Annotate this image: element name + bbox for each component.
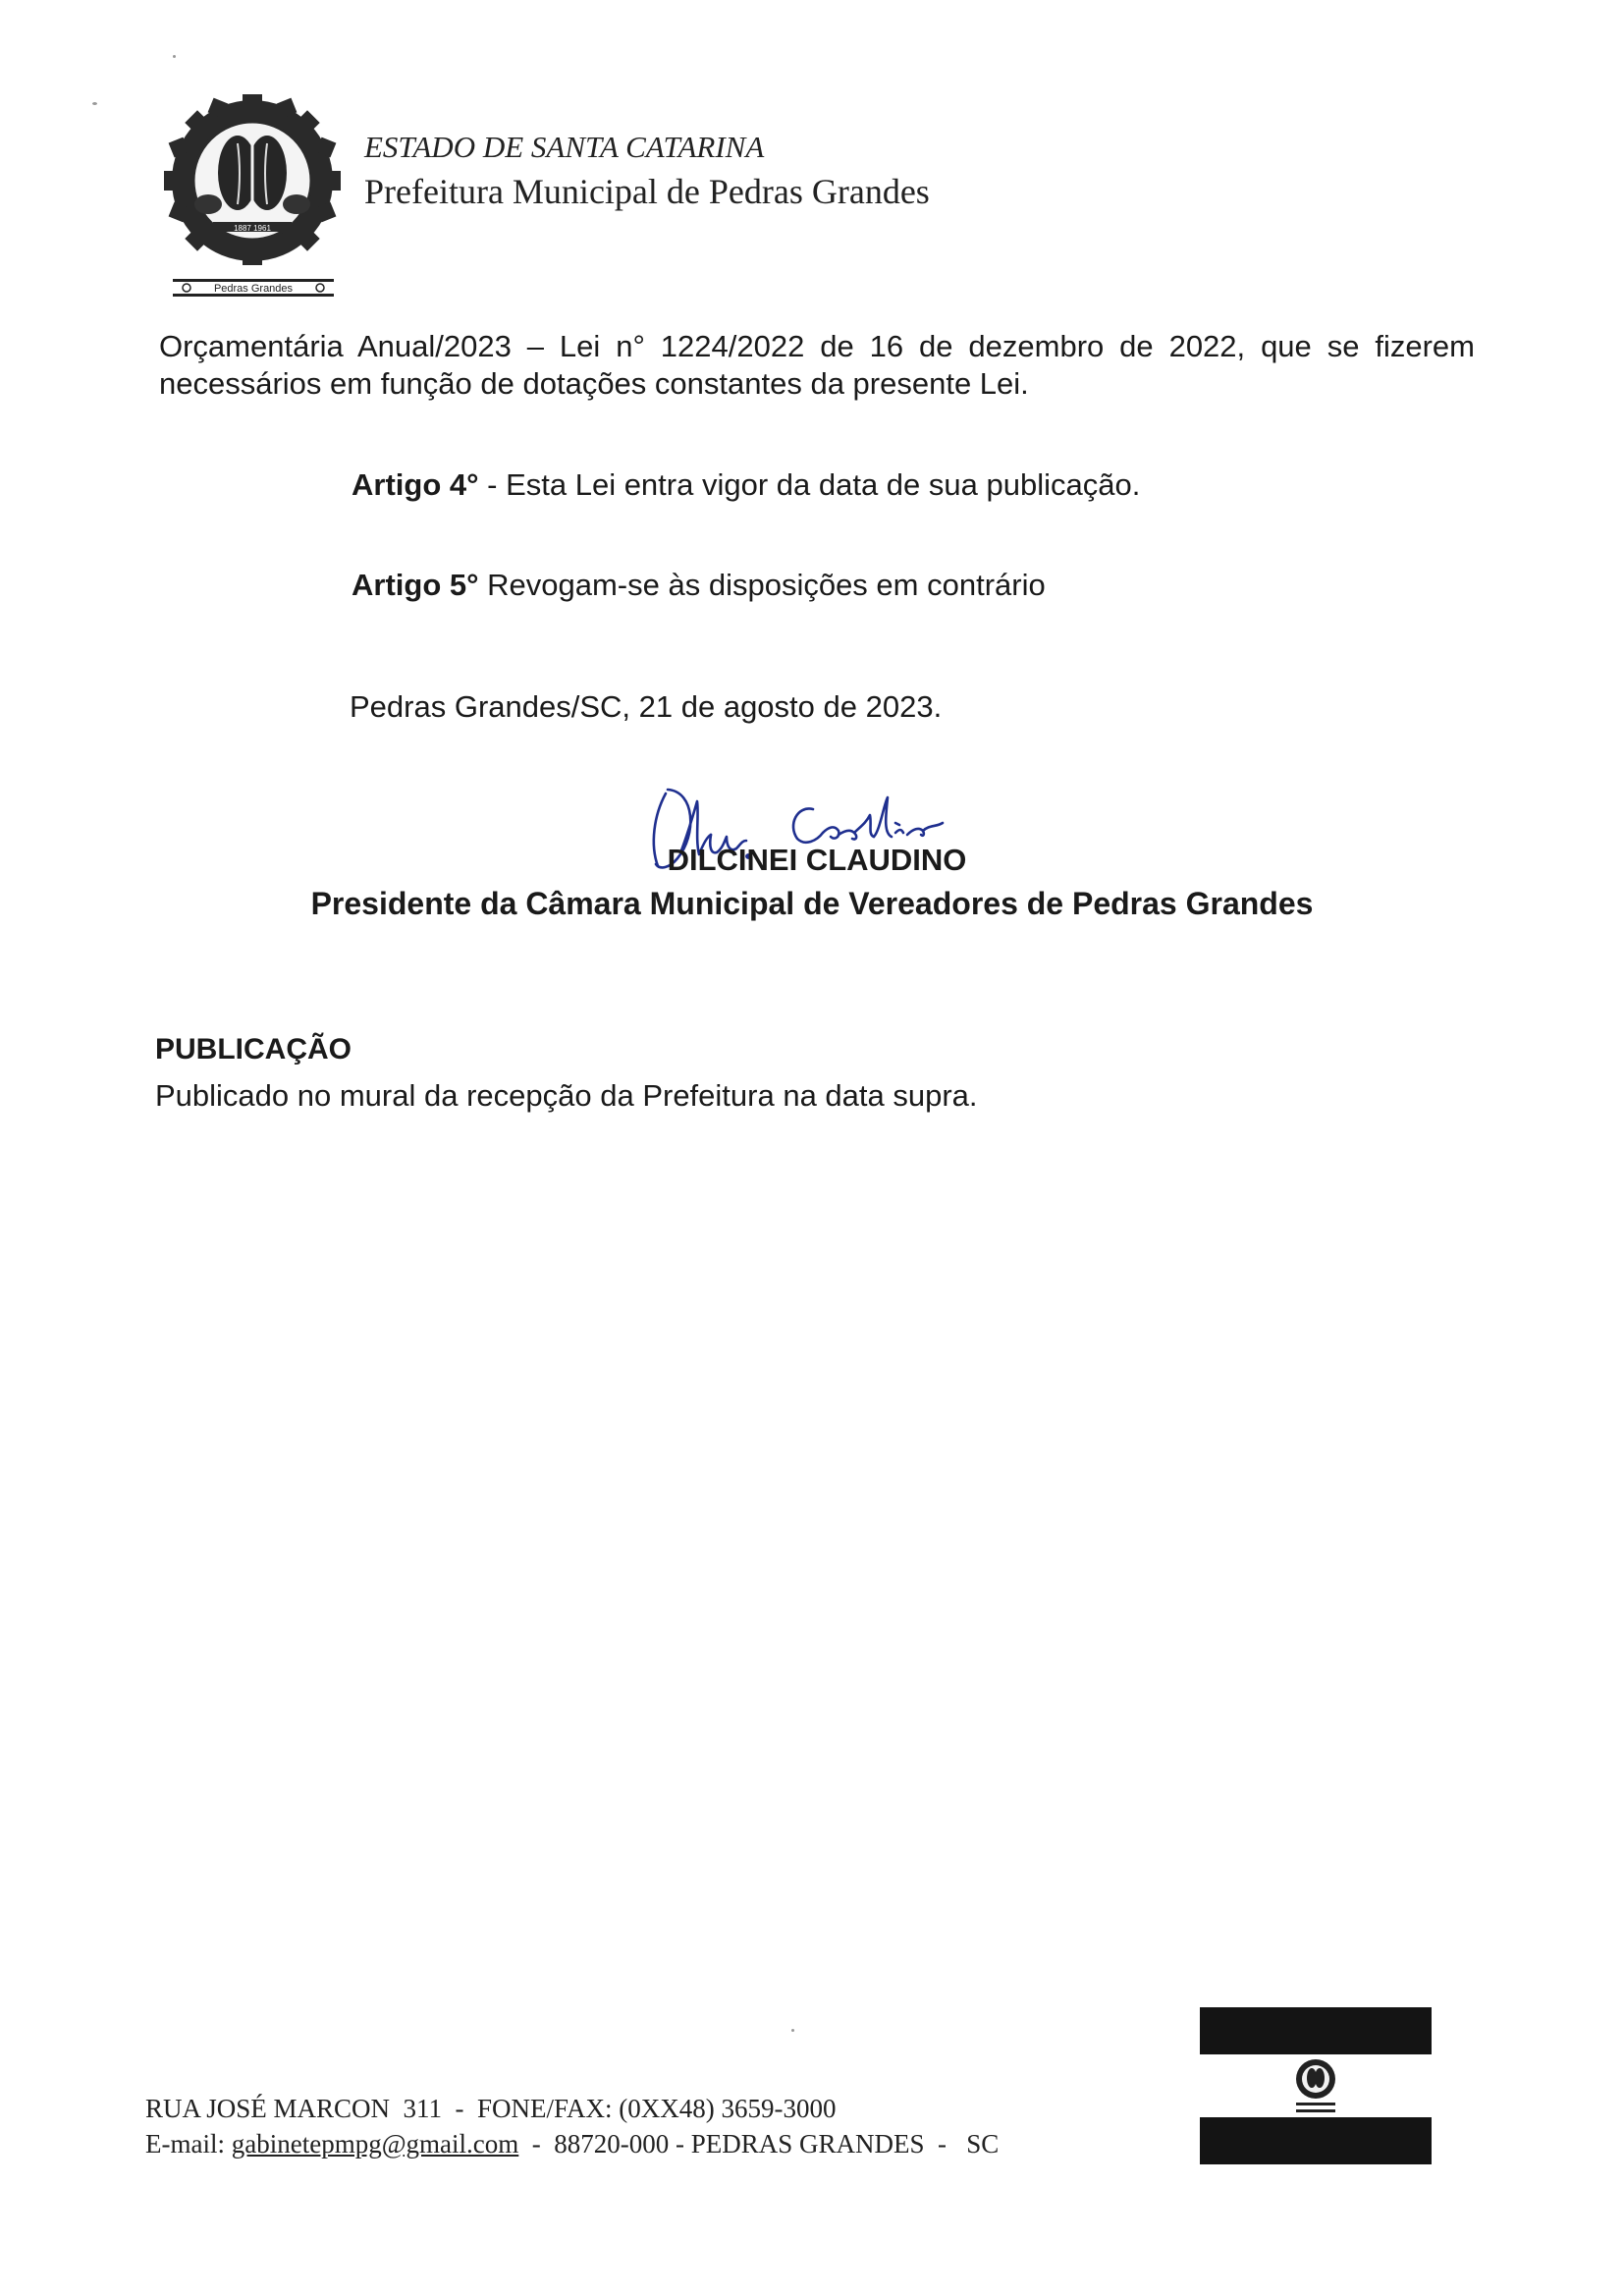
municipal-crest-logo bbox=[159, 94, 346, 297]
scan-speck bbox=[173, 55, 176, 58]
publication-text: Publicado no mural da recepção da Prefeitura na data supra. bbox=[155, 1078, 978, 1113]
scan-speck bbox=[791, 2029, 794, 2032]
article-4-label: Artigo 4° bbox=[352, 467, 479, 502]
scan-speck bbox=[92, 102, 97, 105]
footer-email-link[interactable]: gabinetepmpg@gmail.com bbox=[231, 2129, 519, 2159]
publication-title: PUBLICAÇÃO bbox=[155, 1033, 352, 1066]
footer-email-label: E-mail: bbox=[145, 2129, 232, 2159]
article-4-text: - Esta Lei entra vigor da data de sua publicação. bbox=[478, 467, 1141, 502]
place-date: Pedras Grandes/SC, 21 de agosto de 2023. bbox=[350, 689, 943, 724]
footer-email-line bbox=[145, 2129, 999, 2159]
budget-paragraph bbox=[159, 328, 1475, 403]
paragraph-line-2: necessários em função de dotações constantes da presente Lei. bbox=[159, 366, 1029, 401]
signer-name: DILCINEI CLAUDINO bbox=[667, 843, 967, 877]
paragraph-line-1: Orçamentária Anual/2023 – Lei n° 1224/2022 de 16 de dezembro de 2022, que se fizerem bbox=[159, 329, 1475, 363]
footer-address-phone: RUA JOSÉ MARCON 311 - FONE/FAX: (0XX48) 3659-3000 bbox=[145, 2094, 837, 2123]
prefecture-heading: Prefeitura Municipal de Pedras Grandes bbox=[364, 172, 930, 211]
article-5-text: Revogam-se às disposições em contrário bbox=[478, 568, 1046, 602]
municipal-flag bbox=[1200, 2007, 1432, 2164]
article-4 bbox=[352, 467, 1140, 503]
flag-bottom-band bbox=[1200, 2117, 1432, 2164]
crest-banner-text: Pedras Grandes bbox=[213, 283, 294, 295]
article-5-label: Artigo 5° bbox=[352, 568, 479, 602]
article-5 bbox=[352, 568, 1046, 603]
signer-role: Presidente da Câmara Municipal de Vereadores de Pedras Grandes bbox=[310, 886, 1314, 921]
state-heading: ESTADO DE SANTA CATARINA bbox=[364, 130, 765, 164]
crest-years-text: 1887 1961 bbox=[234, 224, 271, 233]
flag-top-band bbox=[1200, 2007, 1432, 2054]
flag-crest-icon bbox=[1292, 2057, 1339, 2114]
footer-address-rest: - 88720-000 - PEDRAS GRANDES - SC bbox=[518, 2129, 1000, 2159]
